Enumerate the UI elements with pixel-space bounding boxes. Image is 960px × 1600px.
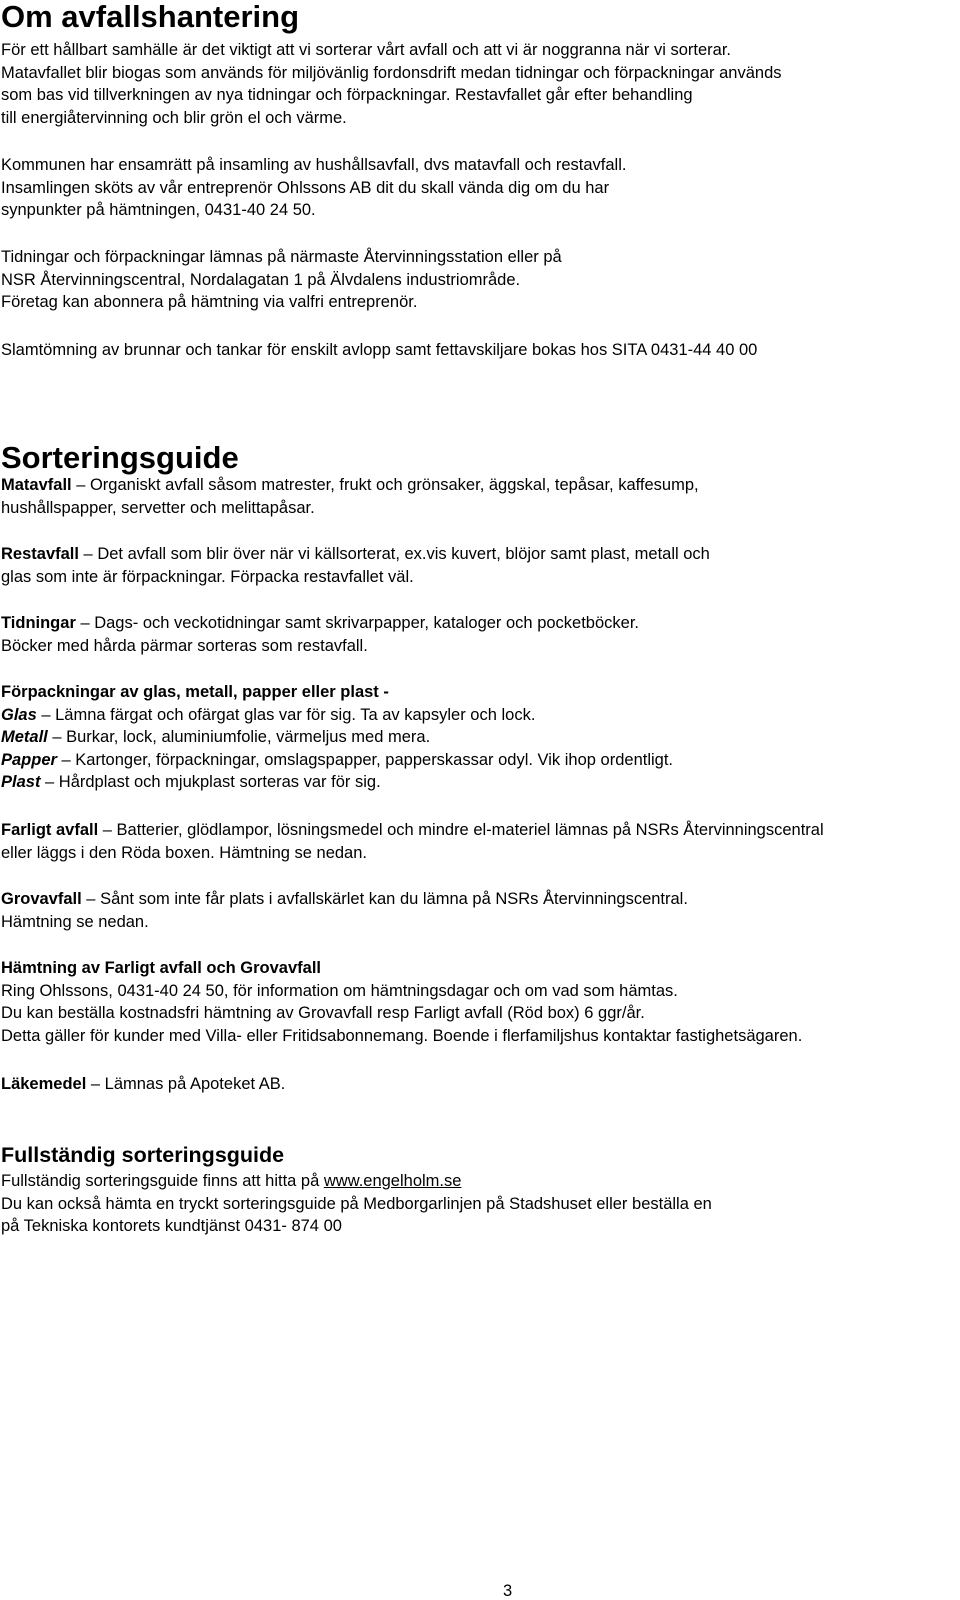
tidningar-term: Tidningar [1,614,76,632]
grovavfall-line-2: Hämtning se nedan. [1,912,149,931]
lakemedel-text: – Lämnas på Apoteket AB. [86,1075,286,1093]
farligt-line-1 [1,819,956,842]
lakemedel-line-1 [1,1073,956,1096]
guide-matavfall [1,474,956,519]
papper-term: Papper [1,750,57,769]
forpackningar-item-glas [1,704,956,727]
intro-p2-line-3: synpunkter på hämtningen, 0431-40 24 50. [1,201,316,219]
section-title-om-avfallshantering: Om avfallshantering [1,0,300,34]
glas-term: Glas [1,705,37,724]
hamtning-line-1: Ring Ohlssons, 0431-40 24 50, för information om hämtningsdagar och om vad som hämtas. [1,981,678,1000]
papper-text: – Kartonger, förpackningar, omslagspapper, papperskassar odyl. Vik ihop ordentligt. [56,750,674,769]
section-title-fullstandig-sorteringsguide: Fullständig sorteringsguide [1,1143,285,1167]
farligt-text: – Batterier, glödlampor, lösningsmedel och mindre el-materiel lämnas på NSRs Återvinningscentral [98,821,824,839]
matavfall-term: Matavfall [1,476,72,494]
metall-term: Metall [1,728,48,746]
grovavfall-text: – Sånt som inte får plats i avfallskärlet kan du lämna på NSRs Återvinningscentral. [81,890,688,908]
guide-tidningar [1,612,956,657]
guide-restavfall [1,543,956,588]
farligt-line-2: eller läggs i den Röda boxen. Hämtning se nedan. [1,843,367,862]
tidningar-line-1 [1,612,956,635]
forpackningar-item-metall [1,726,956,749]
intro-p2-line-2: Insamlingen sköts av vår entreprenör Ohlssons AB dit du skall vända dig om du har [1,178,610,197]
intro-p3-line-1: Tidningar och förpackningar lämnas på närmaste Återvinningsstation eller på [1,248,562,266]
restavfall-term: Restavfall [1,545,79,563]
intro-p2-line-1: Kommunen har ensamrätt på insamling av hushållsavfall, dvs matavfall och restavfall. [1,156,627,174]
plast-text: – Hårdplast och mjukplast sorteras var för sig. [40,773,381,791]
intro-paragraph-3 [1,246,956,314]
full-line-2: Du kan också hämta en tryckt sorteringsguide på Medborgarlinjen på Stadshuset eller beställa en [1,1194,712,1213]
intro-paragraph-2 [1,154,956,222]
engelholm-link[interactable]: www.engelholm.se [323,1172,462,1190]
intro-p1-line-3: som bas vid tillverkningen av nya tidningar och förpackningar. Restavfallet går efter behandling [1,86,693,104]
restavfall-text: – Det avfall som blir över när vi källsorterat, ex.vis kuvert, blöjor samt plast, metall och [78,545,710,563]
forpackningar-item-plast [1,771,956,794]
grovavfall-term: Grovavfall [1,890,82,908]
lakemedel-term: Läkemedel [1,1075,87,1093]
guide-forpackningar [1,681,956,794]
intro-p1-line-1: För ett hållbart samhälle är det viktigt att vi sorterar vårt avfall och att vi är noggranna när vi sorterar. [1,41,731,59]
intro-p4-line-1: Slamtömning av brunnar och tankar för enskilt avlopp samt fettavskiljare bokas hos SITA 0431-44 40 00 [1,341,758,359]
restavfall-line-1 [1,543,956,566]
intro-p1-line-4: till energiåtervinning och blir grön el och värme. [1,108,347,127]
full-line-1 [1,1170,956,1193]
section-title-sorteringsguide: Sorteringsguide [1,440,239,475]
guide-grovavfall [1,888,956,933]
matavfall-line-1 [1,474,956,497]
forpackningar-item-papper [1,749,956,772]
guide-hamtning [1,957,956,1047]
intro-paragraph-4 [1,339,956,362]
intro-p3-line-3: Företag kan abonnera på hämtning via valfri entreprenör. [1,293,418,311]
intro-p3-line-2: NSR Återvinningscentral, Nordalagatan 1 på Älvdalens industriområde. [1,270,521,289]
tidningar-line-2: Böcker med hårda pärmar sorteras som restavfall. [1,636,368,655]
guide-lakemedel [1,1073,956,1096]
full-line-1-prefix: Fullständig sorteringsguide finns att hitta på [1,1172,324,1190]
hamtning-line-2: Du kan beställa kostnadsfri hämtning av Grovavfall resp Farligt avfall (Röd box) 6 ggr/år. [1,1004,645,1022]
intro-p1-line-2: Matavfallet blir biogas som används för miljövänlig fordonsdrift medan tidningar och förpackningar används [1,63,782,82]
forpackningar-heading: Förpackningar av glas, metall, papper eller plast - [1,683,389,701]
hamtning-line-3: Detta gäller för kunder med Villa- eller Fritidsabonnemang. Boende i flerfamiljshus kontaktar fastighetsägaren. [1,1026,803,1045]
plast-term: Plast [1,773,41,791]
hamtning-heading: Hämtning av Farligt avfall och Grovavfall [1,959,322,977]
full-guide-text [1,1170,956,1238]
intro-paragraph-1 [1,39,956,129]
farligt-term: Farligt avfall [1,821,99,839]
matavfall-line-2: hushållspapper, servetter och melittapåsar. [1,498,315,517]
tidningar-text: – Dags- och veckotidningar samt skrivarpapper, kataloger och pocketböcker. [75,614,640,632]
metall-text: – Burkar, lock, aluminiumfolie, värmeljus med mera. [47,728,431,746]
page-number: 3 [503,1582,513,1600]
glas-text: – Lämna färgat och ofärgat glas var för sig. Ta av kapsyler och lock. [36,705,536,724]
guide-farligt-avfall [1,819,956,864]
restavfall-line-2: glas som inte är förpackningar. Förpacka restavfallet väl. [1,567,414,586]
matavfall-text: – Organiskt avfall såsom matrester, frukt och grönsaker, äggskal, tepåsar, kaffesump, [71,476,699,494]
full-line-3: på Tekniska kontorets kundtjänst 0431- 874 00 [1,1217,342,1235]
grovavfall-line-1 [1,888,956,911]
